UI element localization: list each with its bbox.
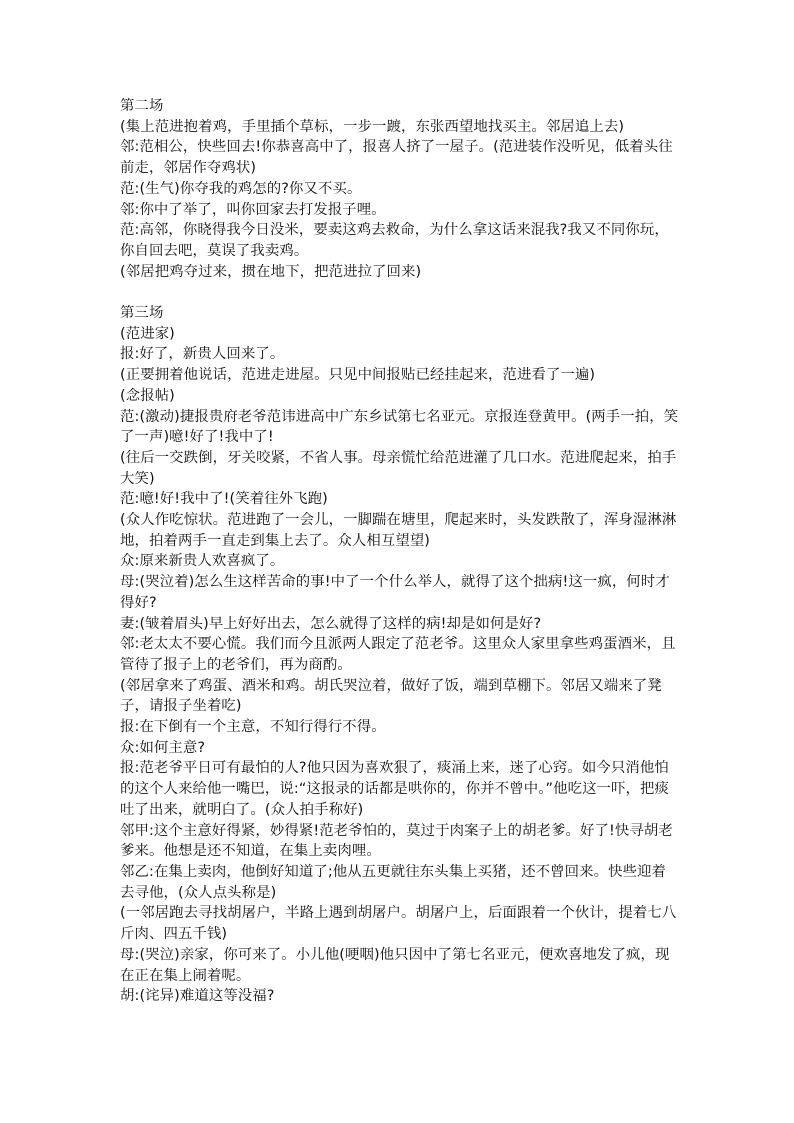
scene-3-line: 范:噫!好!我中了!(笑着往外飞跑) <box>120 491 328 508</box>
scene-3-line: 报:范老爷平日可有最怕的人?他只因为喜欢狠了，痰涌上来，迷了心窍。如今只消他怕的这个人来给他一嘴巴，说:“这报录的话都是哄你的，你并不曾中。”他吃这一吓，把痰吐了出来，就明白了。(众人拍手称好) <box>120 760 670 818</box>
scene-2-title: 第二场 <box>120 98 164 114</box>
scene-3-line: 邻甲:这个主意好得紧，妙得紧!范老爷怕的，莫过于肉案子上的胡老爹。好了!快寻胡老爹来。他想是还不知道，在集上卖肉哩。 <box>120 822 673 860</box>
scene-3-line: 众:如何主意? <box>120 739 206 756</box>
scene-2-line: 范:高邻，你晓得我今日没米，要卖这鸡去救命，为什么拿这话来混我?我又不同你玩，你自回去吧，莫误了我卖鸡。 <box>120 222 669 259</box>
scene-2-line: 范:(生气)你夺我的鸡怎的?你又不买。 <box>120 180 362 197</box>
scene-3-line: (念报帖) <box>120 387 175 404</box>
scene-3-line: 胡:(诧异)难道这等没福? <box>120 988 275 1005</box>
scene-3-line: (一邻居跑去寻找胡屠户，半路上遇到胡屠户。胡屠户上，后面跟着一个伙计，提着七八斤肉、四五千钱) <box>120 905 677 943</box>
scene-3-line: 范:(激动)捷报贵府老爷范讳进高中广东乡试第七名亚元。京报连登黄甲。(两手一拍，笑了一声)噫!好了!我中了! <box>120 408 679 446</box>
scene-3-line: 邻:老太太不要心慌。我们而今且派两人跟定了范老爷。这里众人家里拿些鸡蛋酒米，且管待了报子上的老爷们，再为商酌。 <box>120 636 676 673</box>
scene-3-line: 母:(哭泣)亲家，你可来了。小儿他(哽咽)他只因中了第七名亚元，便欢喜地发了疯，现在正在集上闹着呢。 <box>120 946 670 984</box>
scene-3-line: 报:好了，新贵人回来了。 <box>120 346 285 363</box>
scene-3-line: (众人作吃惊状。范进跑了一会儿，一脚踹在塘里，爬起来时，头发跌散了，浑身湿淋淋地，拍着两手一直走到集上去了。众人相互望望) <box>120 512 677 549</box>
scene-3-line: (邻居拿来了鸡蛋、酒米和鸡。胡氏哭泣着，做好了饭，端到草棚下。邻居又端来了凳子，请报子坐着吃) <box>120 677 662 715</box>
document-page <box>120 96 680 1007</box>
scene-2-line: 邻:你中了举了，叫你回家去打发报子哩。 <box>120 201 386 218</box>
scene-3-line: 邻乙:在集上卖肉，他倒好知道了;他从五更就往东头集上买猪，还不曾回来。快些迎着去寻他，(众人点头称是) <box>120 864 667 901</box>
scene-3-line: 报:在下倒有一个主意，不知行得行不得。 <box>120 719 386 736</box>
scene-3-line: 母:(哭泣着)怎么生这样苦命的事!中了一个什么举人，就得了这个拙病!这一疯，何时才得好? <box>120 574 670 611</box>
scene-3-line: 妻:(皱着眉头)早上好好出去，怎么就得了这样的病!却是如何是好? <box>120 615 542 632</box>
scene-3-title: 第三场 <box>120 305 164 322</box>
scene-3-line: 众:原来新贵人欢喜疯了。 <box>120 553 285 570</box>
scene-3-line: (范进家) <box>120 325 175 342</box>
scene-2-line: (邻居把鸡夺过来，掼在地下，把范进拉了回来) <box>120 263 422 280</box>
scene-3-line: (往后一交跌倒，牙关咬紧，不省人事。母亲慌忙给范进灌了几口水。范进爬起来，拍手大笑) <box>120 449 677 487</box>
scene-3-line: (正要拥着他说话，范进走进屋。只见中间报贴已经挂起来，范进看了一遍) <box>120 367 596 384</box>
scene-separator <box>120 282 680 303</box>
scene-2-line: 邻:范相公，快些回去!你恭喜高中了，报喜人挤了一屋子。(范进装作没听见，低着头往前走，邻居作夺鸡状) <box>120 139 673 177</box>
scene-2-line: (集上范进抱着鸡，手里插个草标，一步一踱，东张西望地找买主。邻居追上去) <box>120 118 625 135</box>
